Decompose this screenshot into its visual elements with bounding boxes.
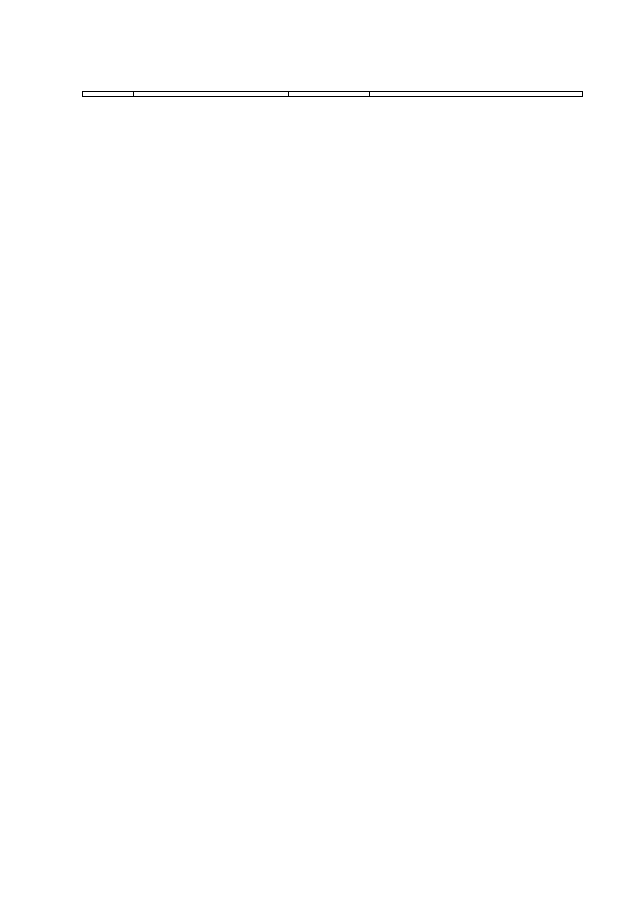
table-header-row <box>83 92 583 97</box>
tariff-index-table <box>82 91 583 97</box>
header-municipality <box>134 92 289 97</box>
header-num <box>83 92 134 97</box>
header-year <box>289 92 370 97</box>
header-indices <box>370 92 583 97</box>
